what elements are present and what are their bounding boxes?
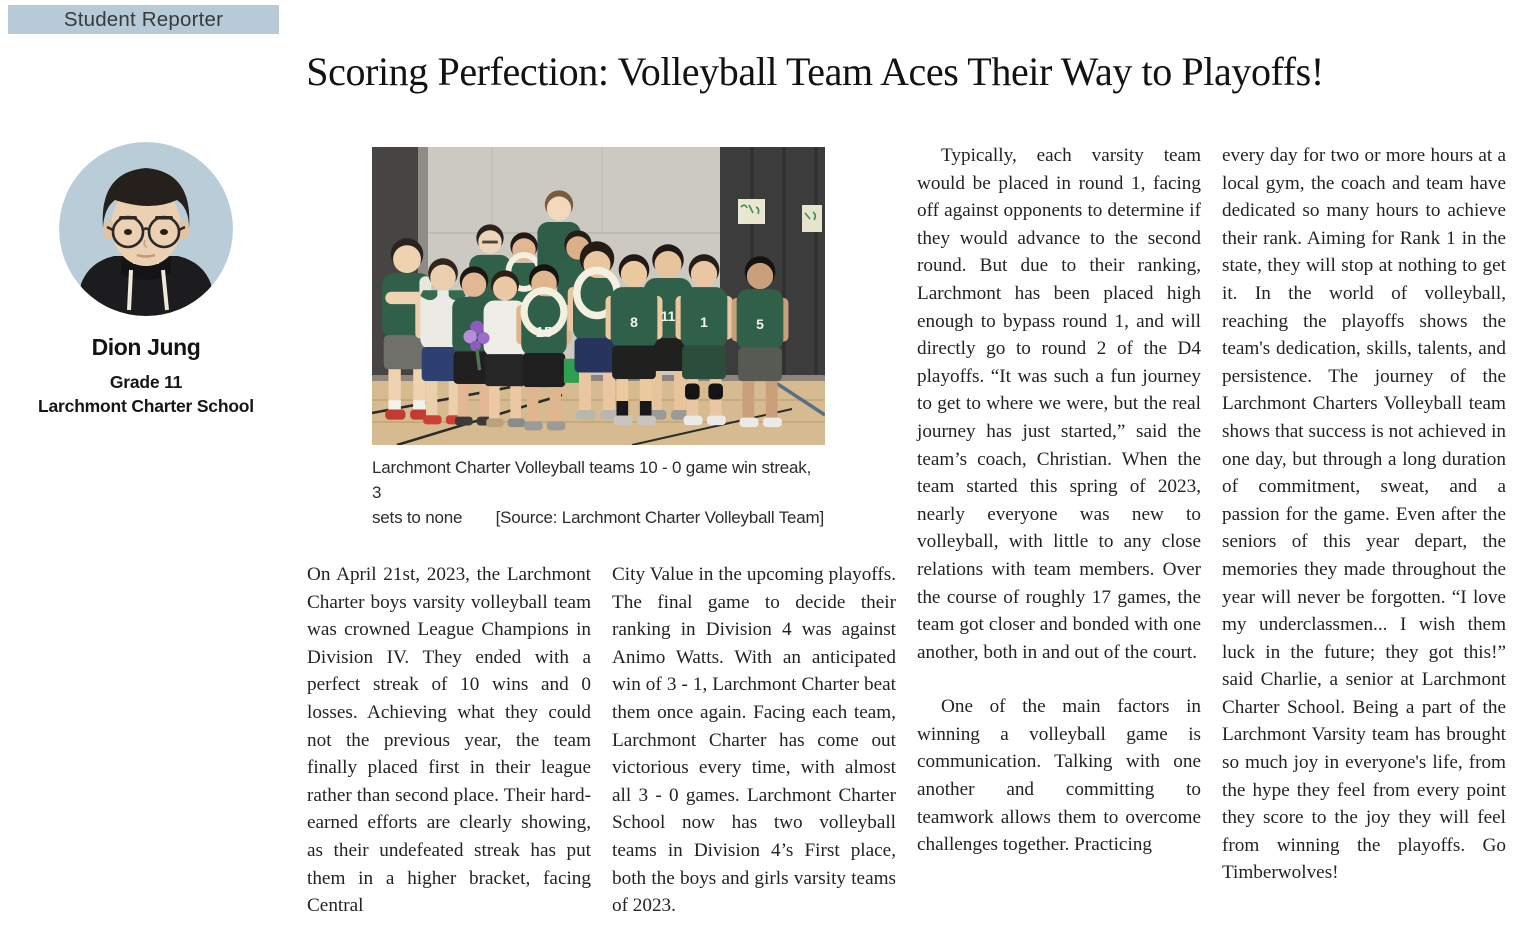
article-column-2 xyxy=(612,561,896,920)
article-title: Scoring Perfection: Volleyball Team Aces Their Way to Playoffs! xyxy=(306,49,1324,94)
team-photo xyxy=(372,147,825,445)
caption-source: [Source: Larchmont Charter Volleyball Team] xyxy=(495,508,824,527)
jersey-number: 5 xyxy=(756,316,764,332)
author-block xyxy=(28,142,264,418)
jersey-number: 1 xyxy=(700,314,708,330)
caption-line2 xyxy=(372,505,824,530)
paragraph: Typically, each varsity team would be placed in round 1, facing off against opponents to determine if they would advance to the second round. But due to their ranking, Larchmont has been placed high enough to bypass round 1, and will directly go to round 2 of the D4 playoffs. “It was such a fun journey to get to where we were, but the real journey has just started,” said the team’s coach, Christian. When the team started this spring of 2023, nearly everyone was new to volleyball, with little to any close relations with team members. Over the course of roughly 17 games, the team got closer and bonded with one another, both in and out of the court. xyxy=(917,145,1201,663)
author-name: Dion Jung xyxy=(91,334,201,360)
author-grade-school xyxy=(28,370,264,418)
caption-line1: Larchmont Charter Volleyball teams 10 - 0 game win streak, 3 xyxy=(372,458,812,502)
caption-line2-text: sets to none xyxy=(372,508,463,527)
article-column-1 xyxy=(307,561,591,920)
paragraph: City Value in the upcoming playoffs. The final game to decide their ranking in Division 4 was against Animo Watts. With an anticipated win of 3 - 1, Larchmont Charter beat them once again. Facing each team, Larchmont Charter has come out victorious every time, with almost all 3 - 0 games. Larchmont Charter School now has two volleyball teams in Division 4’s First place, both the boys and girls varsity teams of 2023. xyxy=(612,564,896,917)
team-photo-illustration xyxy=(372,147,825,445)
article-column-3 xyxy=(917,142,1201,859)
paragraph: On April 21st, 2023, the Larchmont Charter boys varsity volleyball team was crowned League Champions in Division IV. They ended with a perfect streak of 10 wins and 0 losses. Achieving what they could not the previous year, the team finally placed first in their league rather than second place. Their hard-earned efforts are clearly showing, as their undefeated streak has put them in a higher bracket, facing Central xyxy=(307,564,591,917)
paragraph: every day for two or more hours at a local gym, the coach and team have dedicated so many hours to achieve their rank. Aiming for Rank 1 in the state, they will stop at nothing to get it. In the world of volleyball, reaching the playoffs shows the team's dedication, skills, talents, and persistence. The journey of the Larchmont Charters Volleyball team shows that success is not achieved in one day, but through a long duration of commitment, sweat, and a passion for the game. Even after the seniors of this year depart, the memories they made throughout the year will never be forgotten. “I love my underclassmen... I wish them luck in the future; they got this!” said Charlie, a senior at Larchmont Charter School. Being a part of the Larchmont Varsity team has brought so much joy in everyone's life, from the hype they feel from every point they score to the joy they will feel from winning the playoffs. Go Timberwolves! xyxy=(1222,145,1506,884)
jersey-number: 8 xyxy=(630,314,638,330)
jersey-number: 15 xyxy=(535,324,553,341)
jersey-number: 11 xyxy=(660,308,676,324)
paragraph: One of the main factors in winning a volleyball game is communication. Talking with one another and committing to teamwork allows them to overcome challenges together. Practicing xyxy=(917,696,1201,856)
section-label: Student Reporter xyxy=(8,5,279,34)
author-portrait-illustration xyxy=(59,142,233,316)
author-school: Larchmont Charter School xyxy=(38,396,254,417)
author-grade: Grade 11 xyxy=(109,372,183,392)
author-photo xyxy=(59,142,233,316)
article-column-4 xyxy=(1222,142,1506,887)
photo-caption xyxy=(372,455,824,530)
